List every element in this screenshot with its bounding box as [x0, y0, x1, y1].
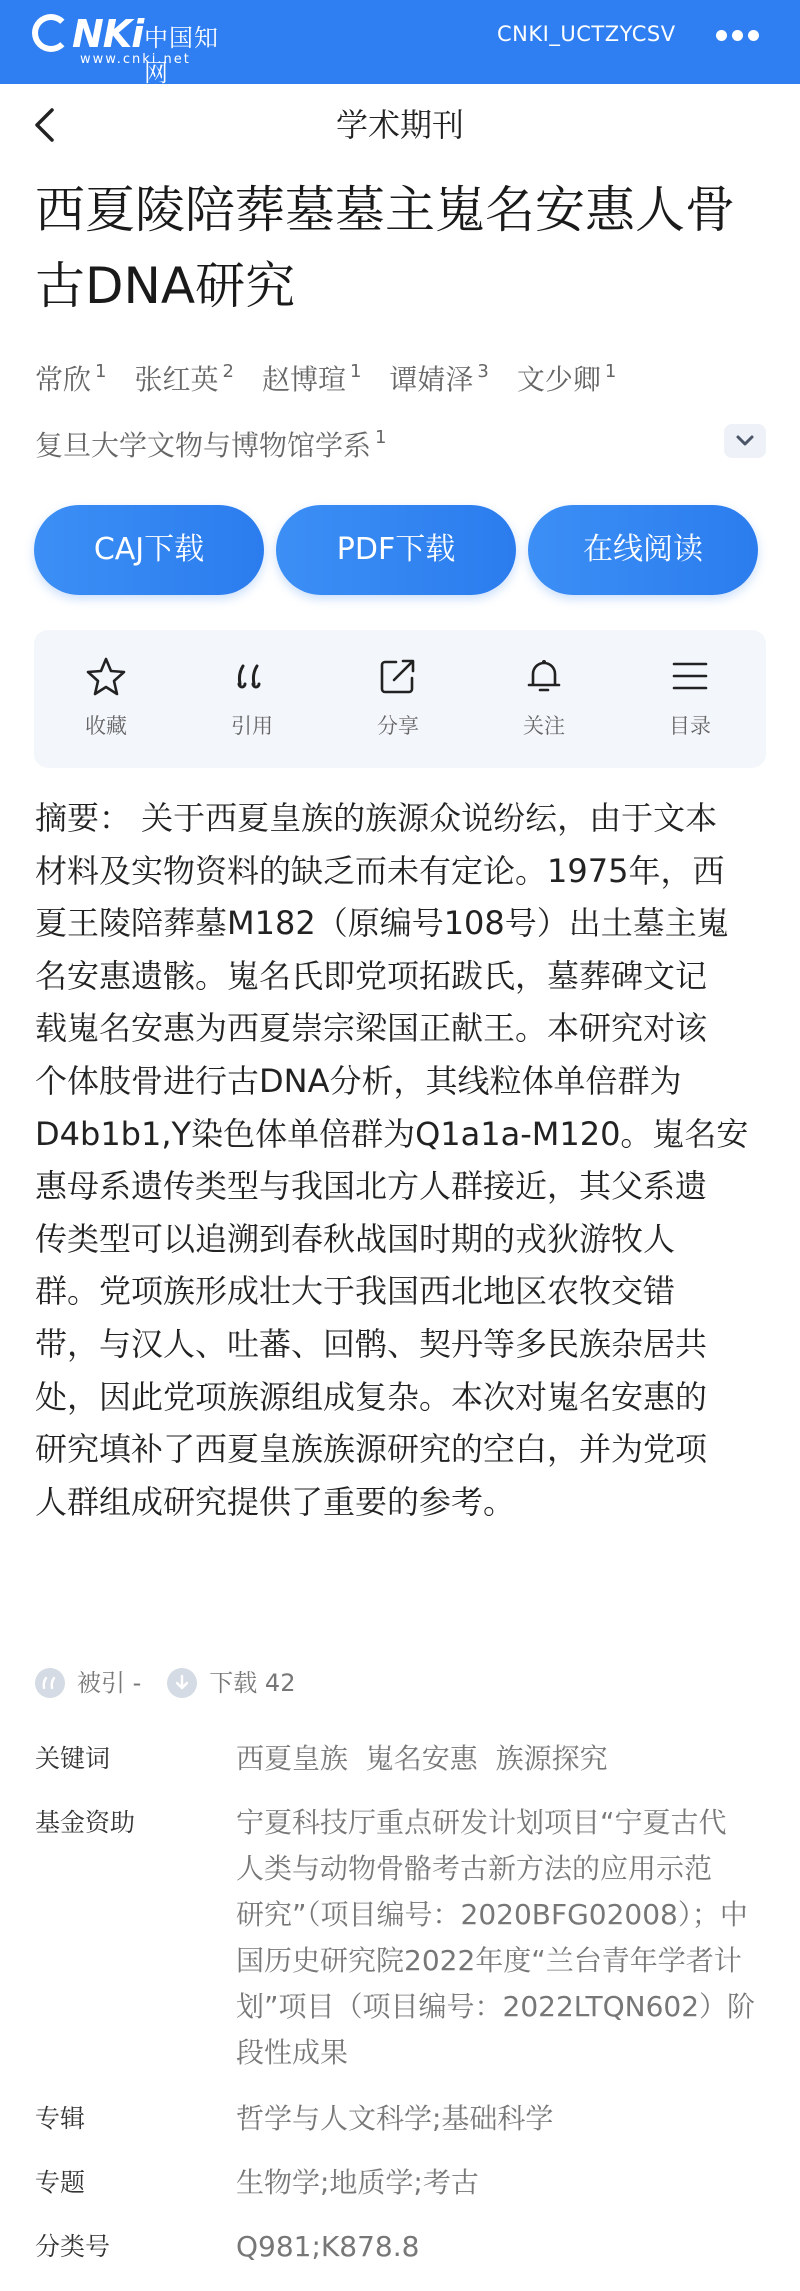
article-stats [35, 1666, 295, 1700]
topic-label: 专题 [35, 2168, 86, 2197]
top-bar [0, 0, 800, 87]
tool-panel [34, 630, 766, 768]
author[interactable]: 谭婧泽 $^3$ [389, 361, 489, 396]
logo-url: www.cnki.net [80, 52, 191, 67]
list-icon [668, 654, 712, 698]
author[interactable]: 张红英 $^2$ [134, 361, 234, 396]
cited-count: 被引 - [77, 1669, 142, 1697]
abstract-line: 夏王陵陪葬墓M182（原编号108号）出土墓主嵬 [35, 904, 729, 943]
abstract [35, 792, 765, 1528]
abstract-line: 材料及实物资料的缺乏而未有定论。1975年，西 [35, 851, 725, 890]
abstract-line: 研究填补了西夏皇族族源研究的空白，并为党项 [35, 1430, 708, 1469]
pdf-download-button[interactable]: PDF下载 [276, 505, 516, 595]
more-horizontal-icon[interactable] [716, 30, 760, 42]
album-value: 哲学与人文科学;基础科学 [236, 2102, 554, 2135]
abstract-line: 载嵬名安惠为西夏崇宗梁国正献王。本研究对该 [35, 1009, 708, 1048]
abstract-line: 摘要： 关于西夏皇族的族源众说纷纭，由于文本 [35, 799, 718, 837]
page-title: 学术期刊 [335, 106, 464, 144]
cite-button[interactable]: 引用 [202, 654, 302, 750]
abstract-line: 惠母系遗传类型与我国北方人群接近，其父系遗 [35, 1167, 708, 1206]
fund-line: 宁夏科技厅重点研发计划项目“宁夏古代 [236, 1806, 727, 1839]
cnki-logo[interactable] [32, 12, 242, 87]
keywords-label: 关键词 [35, 1744, 111, 1773]
back-button[interactable] [30, 102, 60, 148]
abstract-line: 带，与汉人、吐蕃、回鹘、契丹等多民族杂居共 [35, 1324, 708, 1363]
chevron-down-icon [735, 433, 755, 449]
fund-line: 研究”（项目编号：2020BFG02008）；中 [236, 1898, 748, 1931]
author[interactable]: 文少卿 $^1$ [516, 361, 617, 396]
online-read-button[interactable]: 在线阅读 [528, 505, 758, 595]
album-label: 专辑 [35, 2104, 86, 2133]
abstract-line: 人群组成研究提供了重要的参考。 [35, 1482, 516, 1521]
class-label: 分类号 [35, 2232, 111, 2261]
logo-c-ring [32, 14, 70, 52]
author[interactable]: 常欣 $^1$ [35, 361, 107, 396]
fund-line: 国历史研究院2022年度“兰台青年学者计 [236, 1944, 742, 1977]
class-value: Q981;K878.8 [236, 2230, 420, 2263]
affiliation[interactable]: 复旦大学文物与博物馆学系 $^1$ [35, 427, 387, 462]
quote-icon [230, 654, 274, 698]
quote-circle-icon [35, 1668, 65, 1698]
abstract-line: 群。党项族形成壮大于我国西北地区农牧交错 [35, 1272, 676, 1311]
download-circle-icon [167, 1668, 197, 1698]
fund-line: 划”项目（项目编号：2022LTQN602）阶 [236, 1990, 756, 2023]
bell-icon [522, 654, 566, 698]
fund-line: 人类与动物骨骼考古新方法的应用示范 [236, 1852, 713, 1885]
fund-value [236, 1800, 766, 2076]
favorite-button[interactable]: 收藏 [56, 654, 156, 750]
logo-chinese: 中国知网 [144, 24, 219, 87]
article-title: 西夏陵陪葬墓墓主嵬名安惠人骨古DNA研究 [35, 181, 735, 315]
abstract-line: D4b1b1,Y染色体单倍群为Q1a1a-M120。嵬名安 [35, 1114, 749, 1153]
user-id[interactable]: CNKI_UCTZYCSV [497, 22, 676, 46]
share-button[interactable]: 分享 [348, 654, 448, 750]
topic-value: 生物学;地质学;考古 [236, 2166, 479, 2199]
author[interactable]: 赵博瑄 $^1$ [261, 361, 362, 396]
download-count: 下载 42 [209, 1669, 296, 1697]
keywords-value[interactable]: 西夏皇族 嵬名安惠 族源探究 [236, 1742, 608, 1775]
author-list [35, 352, 775, 400]
share-icon [376, 654, 420, 698]
expand-authors-button[interactable] [724, 424, 766, 458]
caj-download-button[interactable]: CAJ下载 [34, 505, 264, 595]
fund-label: 基金资助 [35, 1808, 136, 1837]
toc-button[interactable]: 目录 [640, 654, 740, 750]
abstract-line: 名安惠遗骸。嵬名氏即党项拓跋氏，墓葬碑文记 [35, 956, 708, 995]
star-icon [84, 654, 128, 698]
chevron-left-icon [30, 102, 60, 148]
abstract-line: 个体肢骨进行古DNA分析，其线粒体单倍群为 [35, 1061, 682, 1100]
logo-mark: NKi [72, 12, 144, 56]
fund-line: 段性成果 [236, 2036, 349, 2069]
abstract-line: 传类型可以追溯到春秋战国时期的戎狄游牧人 [35, 1219, 676, 1258]
abstract-line: 处，因此党项族源组成复杂。本次对嵬名安惠的 [35, 1377, 708, 1416]
follow-button[interactable]: 关注 [494, 654, 594, 750]
